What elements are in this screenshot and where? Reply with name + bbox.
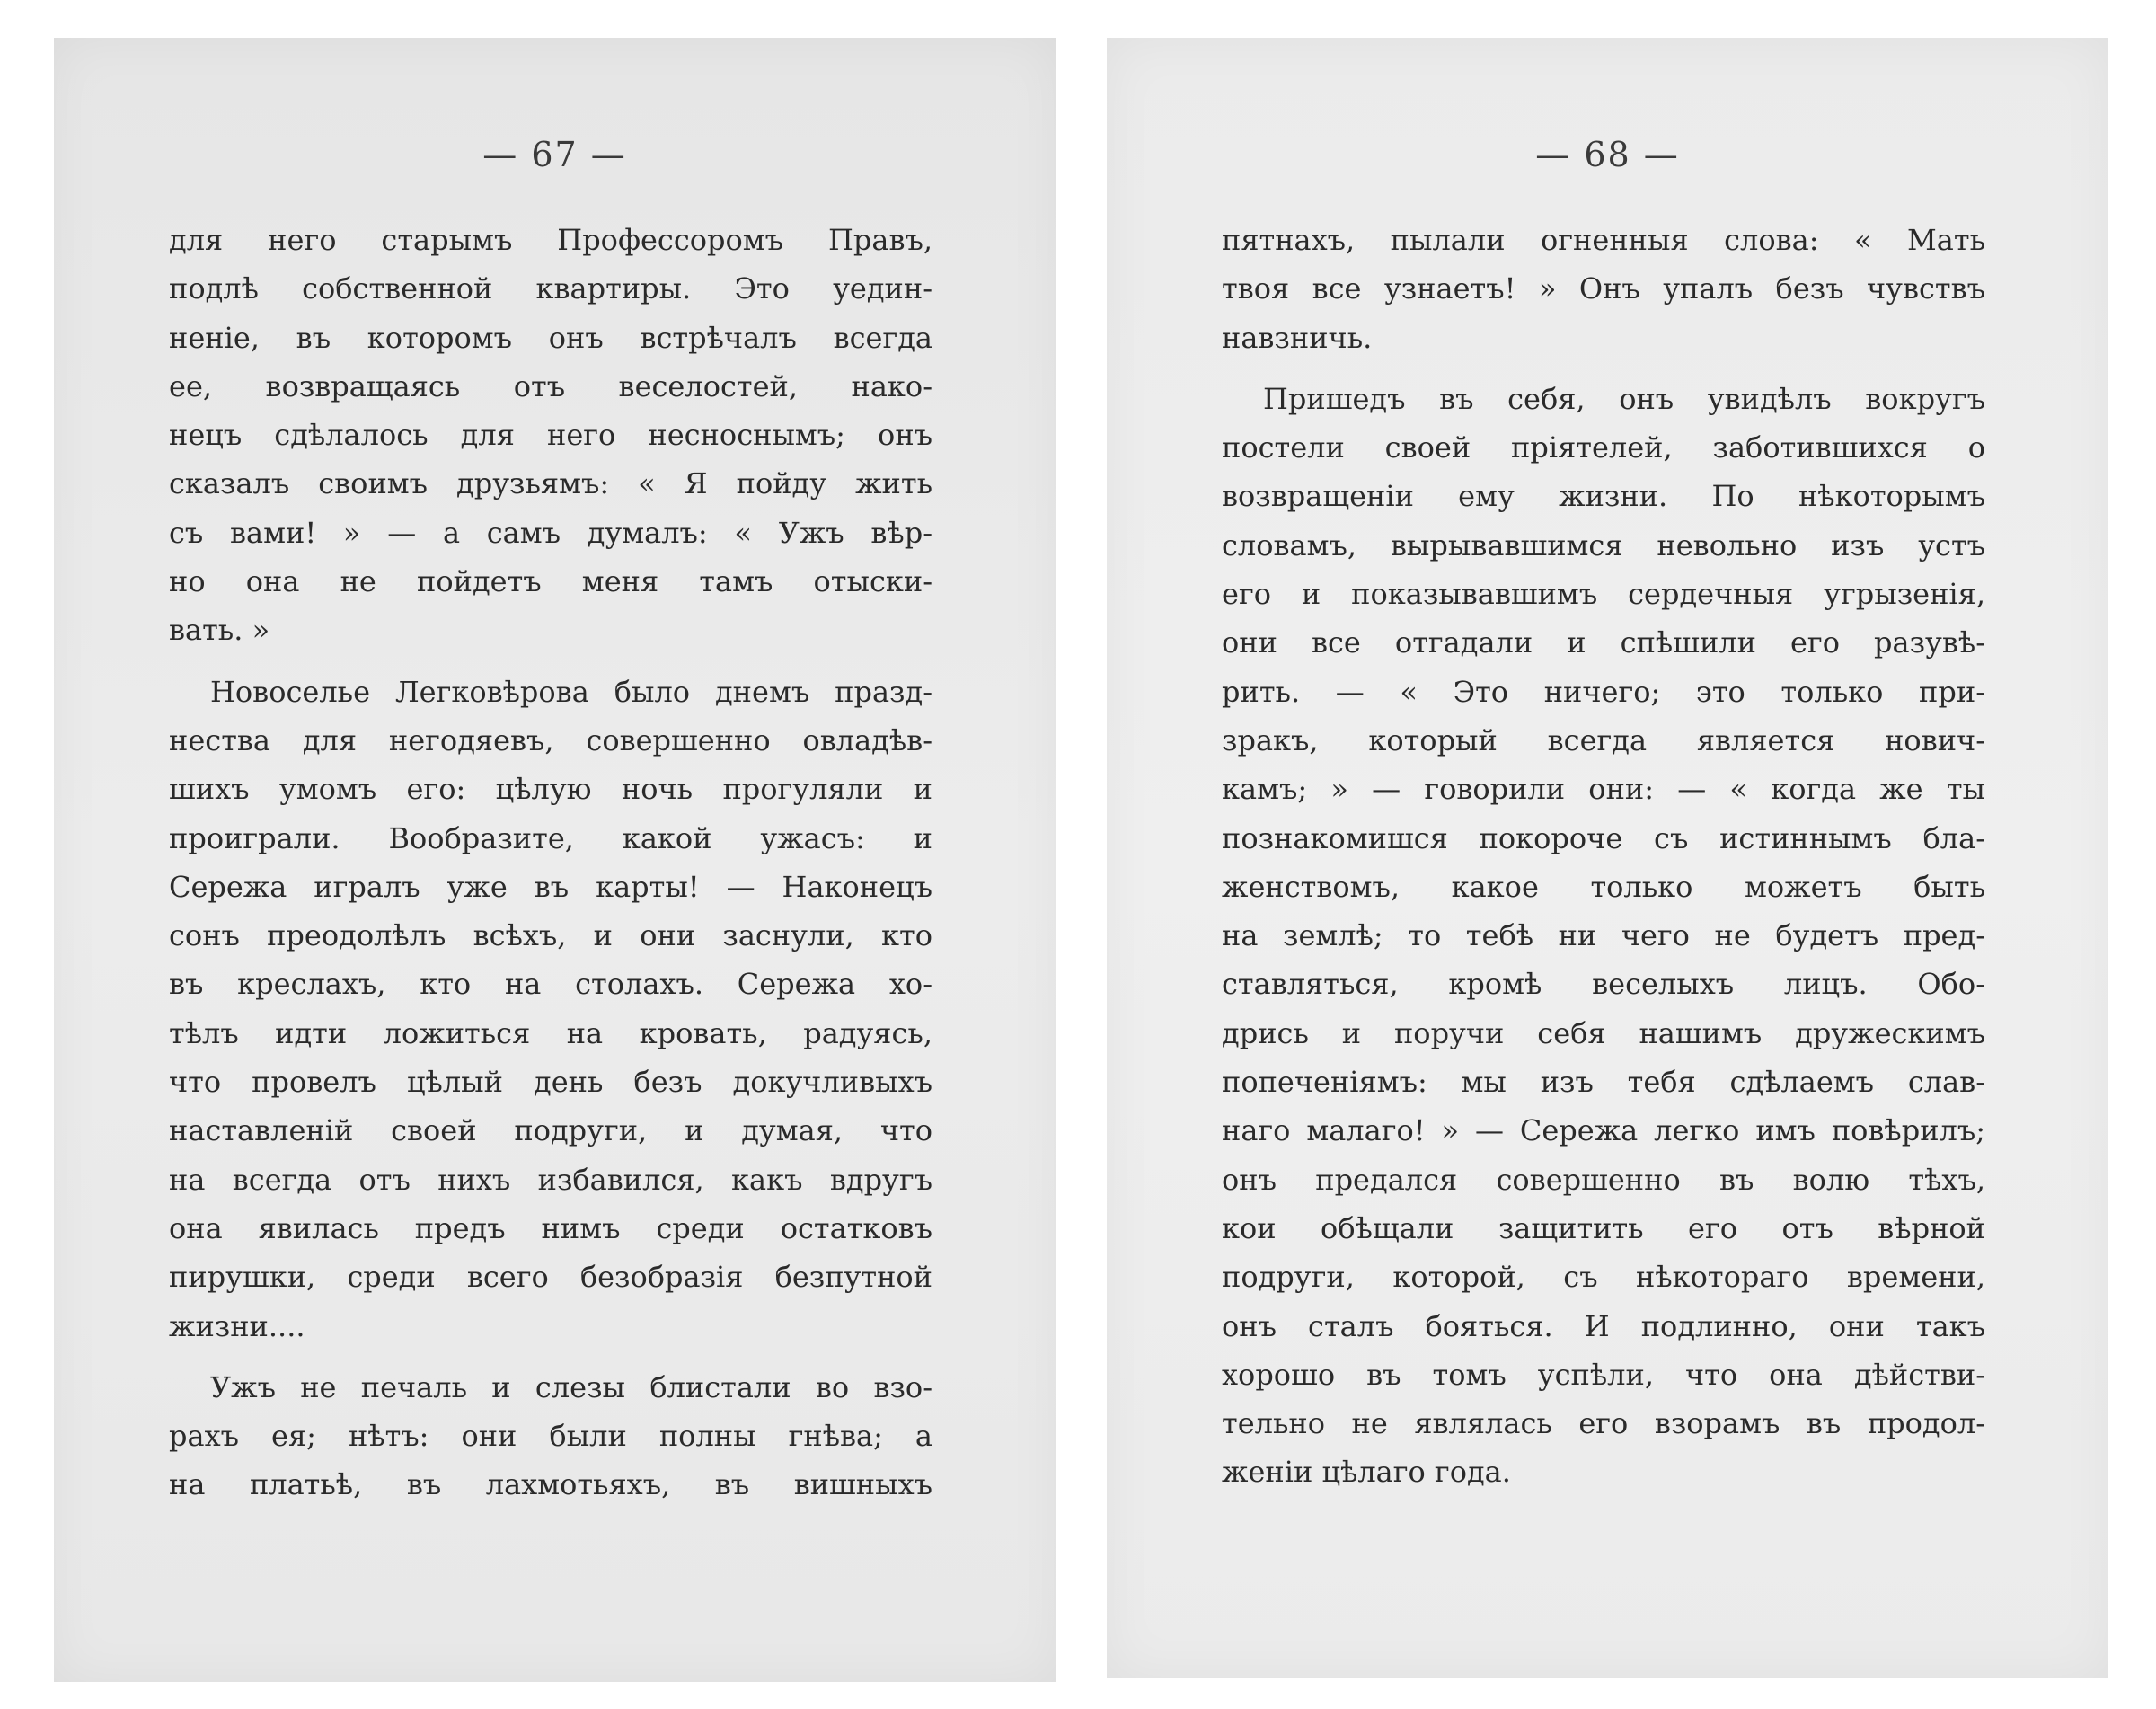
text-line: женiи цѣлаго года. <box>1222 1455 1511 1490</box>
text-line: вать. » <box>169 613 270 648</box>
text-line: проиграли. Вообразите, какой ужасъ: и <box>169 820 932 855</box>
text-line: постели своей прiятелей, заботившихся о <box>1222 430 1985 465</box>
right-page <box>1107 38 2108 1678</box>
text-line: Пришедъ въ себя, онъ увидѣлъ вокругъ <box>1263 381 1985 416</box>
text-line: камъ; » — говорили они: — « когда же ты <box>1222 772 1985 807</box>
text-line: наставленiй своей подруги, и думая, что <box>169 1113 932 1148</box>
text-line: Новоселье Легковѣрова было днемъ празд- <box>210 674 932 709</box>
text-line: шихъ умомъ его: цѣлую ночь прогуляли и <box>169 772 932 807</box>
text-line: словамъ, вырывавшимся невольно изъ устъ <box>1222 527 1985 562</box>
text-line: онъ сталъ бояться. И подлинно, они такъ <box>1222 1308 1985 1343</box>
text-line: она явилась предъ нимъ среди остатковъ <box>169 1210 932 1245</box>
text-line: кои обѣщали защитить его отъ вѣрной <box>1222 1210 1985 1245</box>
text-line: рить. — « Это ничего; это только при- <box>1222 674 1985 709</box>
text-line: Ужъ не печаль и слезы блистали во взо- <box>210 1369 932 1404</box>
text-line: хорошо въ томъ успѣли, что она дѣйстви- <box>1222 1357 1985 1392</box>
text-line: жизни.... <box>169 1308 305 1343</box>
text-line: тѣлъ идти ложиться на кровать, радуясь, <box>169 1015 932 1050</box>
text-line: ненiе, въ которомъ онъ встрѣчалъ всегда <box>169 320 932 355</box>
text-line: нества для негодяевъ, совершенно овладѣв- <box>169 722 932 757</box>
text-line: женствомъ, какое только можетъ быть <box>1222 869 1985 904</box>
text-line: дрись и поручи себя нашимъ дружескимъ <box>1222 1015 1985 1050</box>
text-line: на платьѣ, въ лахмотьяхъ, въ вишныхъ <box>169 1467 932 1502</box>
text-line: нецъ сдѣлалось для него несноснымъ; онъ <box>169 418 932 453</box>
text-line: тельно не являлась его взорамъ въ продол- <box>1222 1406 1985 1441</box>
text-line: твоя все узнаетъ! » Онъ упалъ безъ чувствъ <box>1222 271 1985 306</box>
text-line: ее, возвращаясь отъ веселостей, нако- <box>169 368 932 403</box>
left-page-text <box>169 216 932 1510</box>
left-page <box>54 38 1056 1682</box>
text-line: ставляться, кромѣ веселыхъ лицъ. Обо- <box>1222 967 1985 1002</box>
text-line: подлѣ собственной квартиры. Это уедин- <box>169 271 932 306</box>
right-page-text <box>1222 216 1985 1497</box>
text-line: Сережа игралъ уже въ карты! — Наконецъ <box>169 869 932 904</box>
text-line: пятнахъ, пылали огненныя слова: « Мать <box>1222 223 1985 257</box>
text-line: возвращенiи ему жизни. По нѣкоторымъ <box>1222 479 1985 514</box>
text-line: наго малаго! » — Сережа легко имъ повѣрилъ; <box>1222 1113 1985 1148</box>
page-number-68: — 68 — <box>1535 135 1680 174</box>
text-line: онъ предался совершенно въ волю тѣхъ, <box>1222 1162 1985 1197</box>
text-line: его и показывавшимъ сердечныя угрызенiя, <box>1222 577 1985 612</box>
text-line: но она не пойдетъ меня тамъ отыски- <box>169 564 932 599</box>
text-line: подруги, которой, съ нѣкотораго времени, <box>1222 1260 1985 1295</box>
text-line: познакомишся покороче съ истиннымъ бла- <box>1222 820 1985 855</box>
text-line: что провелъ цѣлый день безъ докучливыхъ <box>169 1065 932 1100</box>
text-line: для него старымъ Профессоромъ Правъ, <box>169 223 932 257</box>
text-line: попеченiямъ: мы изъ тебя сдѣлаемъ слав- <box>1222 1065 1985 1100</box>
text-line: сонъ преодолѣлъ всѣхъ, и они заснули, кто <box>169 918 932 953</box>
text-line: на всегда отъ нихъ избавился, какъ вдругъ <box>169 1162 932 1197</box>
text-line: пирушки, среди всего безобразiя безпутной <box>169 1260 932 1295</box>
text-line: сказалъ своимъ друзьямъ: « Я пойду жить <box>169 466 932 501</box>
text-line: на землѣ; то тебѣ ни чего не будетъ пред- <box>1222 918 1985 953</box>
text-line: рахъ ея; нѣтъ: они были полны гнѣва; а <box>169 1419 932 1454</box>
text-line: въ креслахъ, кто на столахъ. Сережа хо- <box>169 967 932 1002</box>
page-number-67: — 67 — <box>482 135 627 174</box>
text-line: навзничь. <box>1222 320 1373 355</box>
text-line: зракъ, который всегда является нович- <box>1222 722 1985 757</box>
text-line: они все отгадали и спѣшили его разувѣ- <box>1222 625 1985 660</box>
text-line: съ вами! » — а самъ думалъ: « Ужъ вѣр- <box>169 515 932 550</box>
